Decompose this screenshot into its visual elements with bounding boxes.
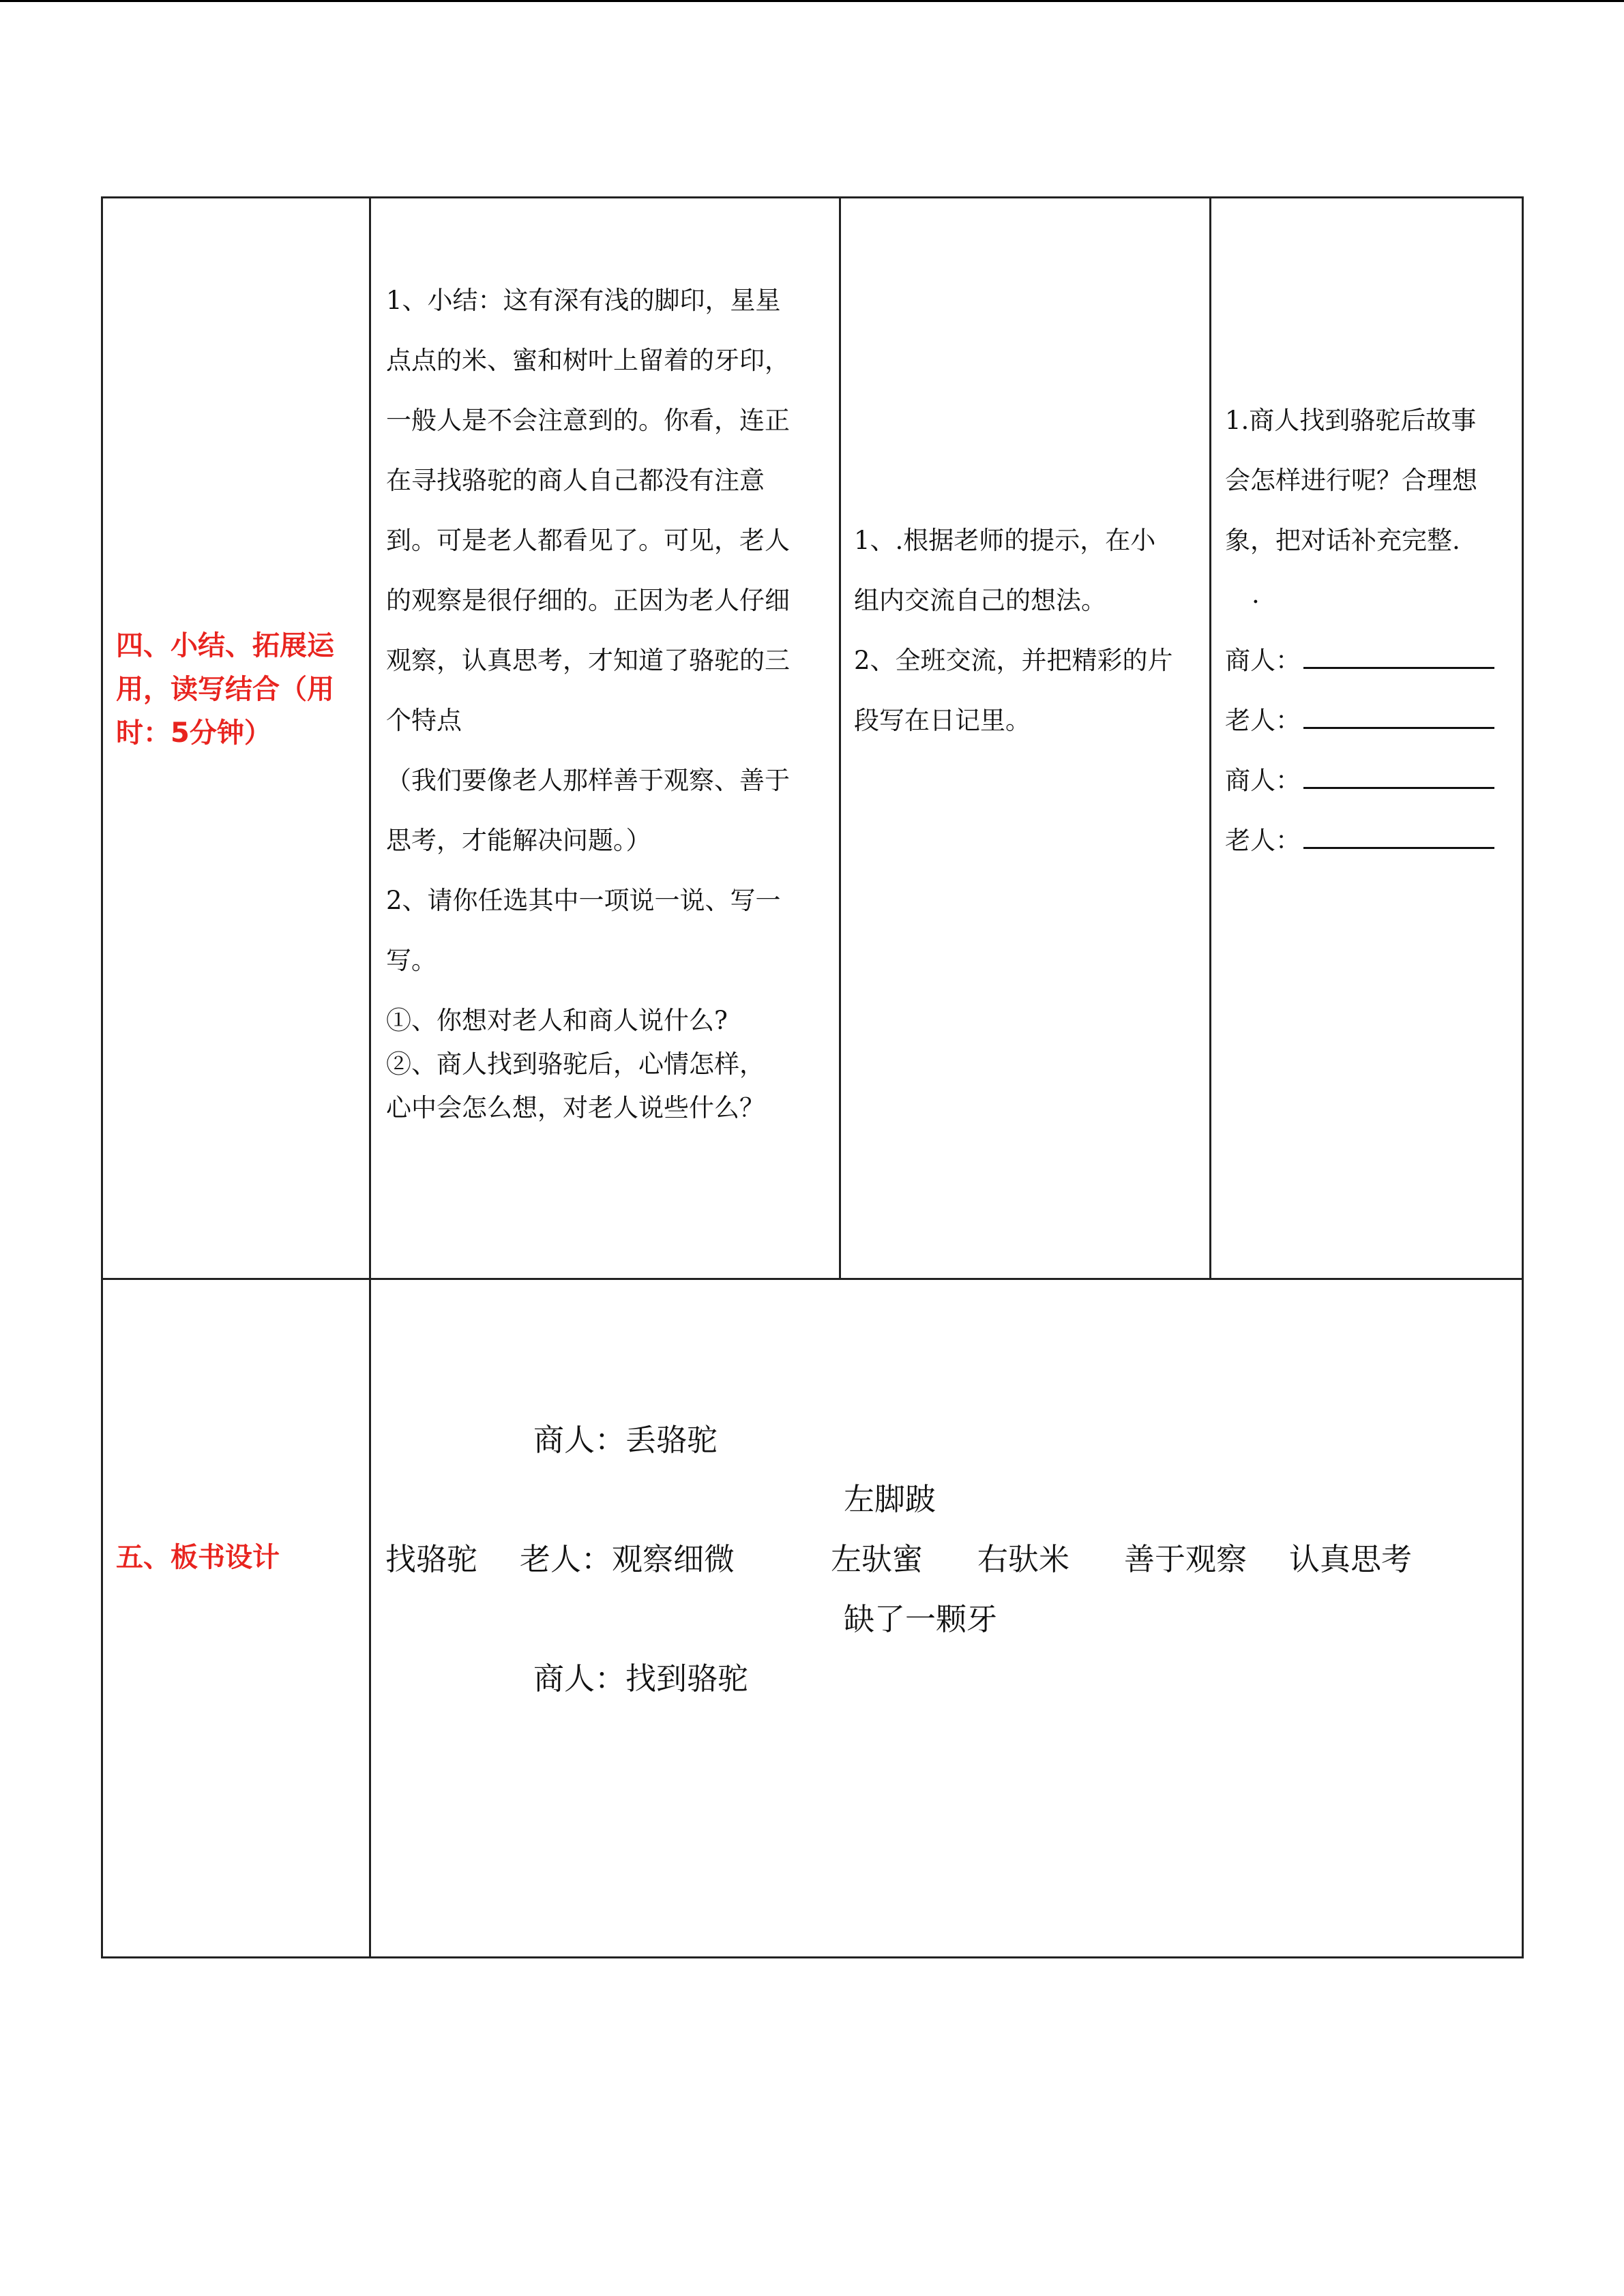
- assignment-line: 会怎样进行呢？合理想: [1225, 466, 1477, 495]
- board-find-camel: 找骆驼: [385, 1541, 478, 1577]
- summary-line: 写。: [386, 946, 437, 975]
- activity-line: 2、全班交流，并把精彩的片: [854, 646, 1173, 675]
- summary-line: （我们要像老人那样善于观察、善于: [386, 766, 790, 795]
- summary-line: 1、小结：这有深有浅的脚印，星星: [386, 286, 781, 315]
- assignment-line: 象，把对话补充完整.: [1225, 526, 1460, 555]
- activity-line: 组内交流自己的想法。: [854, 586, 1106, 615]
- dialog-blank: [1303, 831, 1494, 849]
- summary-line: 心中会怎么想，对老人说些什么？: [386, 1093, 765, 1122]
- assignment-dot: .: [1252, 580, 1260, 609]
- summary-line: 在寻找骆驼的商人自己都没有注意: [386, 466, 765, 495]
- summary-line: ②、商人找到骆驼后，心情怎样，: [386, 1049, 765, 1079]
- summary-line: 一般人是不会注意到的。你看，连正: [386, 406, 790, 435]
- dialog-speaker: 商人：: [1225, 646, 1301, 675]
- board-observe: 善于观察: [1124, 1541, 1247, 1577]
- dialog-speaker: 商人：: [1225, 766, 1301, 795]
- dialog-blank: [1303, 711, 1494, 729]
- column-divider-3: [1209, 196, 1211, 1280]
- board-merchant-lost: 商人：丢骆驼: [533, 1422, 718, 1458]
- dialog-line: [1225, 820, 1494, 856]
- section5-label: 五、板书设计: [116, 1542, 280, 1573]
- dialog-speaker: 老人：: [1225, 706, 1301, 735]
- summary-line: ①、你想对老人和商人说什么?: [386, 1006, 728, 1035]
- dialog-speaker: 老人：: [1225, 826, 1301, 855]
- summary-line: 点点的米、蜜和树叶上留着的牙印，: [386, 346, 790, 375]
- summary-line: 的观察是很仔细的。正因为老人仔细: [386, 586, 790, 615]
- board-old-man: 老人：观察细微: [520, 1541, 735, 1577]
- board-right-rice: 右驮米: [977, 1541, 1070, 1577]
- summary-line: 到。可是老人都看见了。可见，老人: [386, 526, 790, 555]
- board-left-honey: 左驮蜜: [831, 1541, 924, 1577]
- dialog-line: [1225, 700, 1494, 736]
- dialog-line: [1225, 640, 1494, 676]
- board-think: 认真思考: [1289, 1541, 1413, 1577]
- top-border-line: [0, 0, 1624, 2]
- row-divider: [101, 1278, 1524, 1280]
- column-divider-2: [839, 196, 841, 1280]
- dialog-line: [1225, 760, 1494, 796]
- dialog-blank: [1303, 651, 1494, 669]
- column-divider-1: [369, 196, 371, 1958]
- board-tooth: 缺了一颗牙: [844, 1601, 998, 1637]
- assignment-line: 1.商人找到骆驼后故事: [1225, 406, 1477, 435]
- activity-line: 段写在日记里。: [854, 706, 1031, 735]
- summary-line: 2、请你任选其中一项说一说、写一: [386, 886, 781, 915]
- board-left-foot: 左脚跛: [844, 1481, 936, 1517]
- summary-line: 观察，认真思考，才知道了骆驼的三: [386, 646, 790, 675]
- activity-line: 1、.根据老师的提示，在小: [854, 526, 1156, 555]
- section4-label: 四、小结、拓展运用，读写结合（用时：5分钟）: [116, 630, 334, 749]
- summary-line: 个特点: [386, 706, 462, 735]
- board-merchant-found: 商人：找到骆驼: [533, 1660, 749, 1697]
- summary-line: 思考，才能解决问题。）: [386, 826, 651, 855]
- dialog-blank: [1303, 771, 1494, 789]
